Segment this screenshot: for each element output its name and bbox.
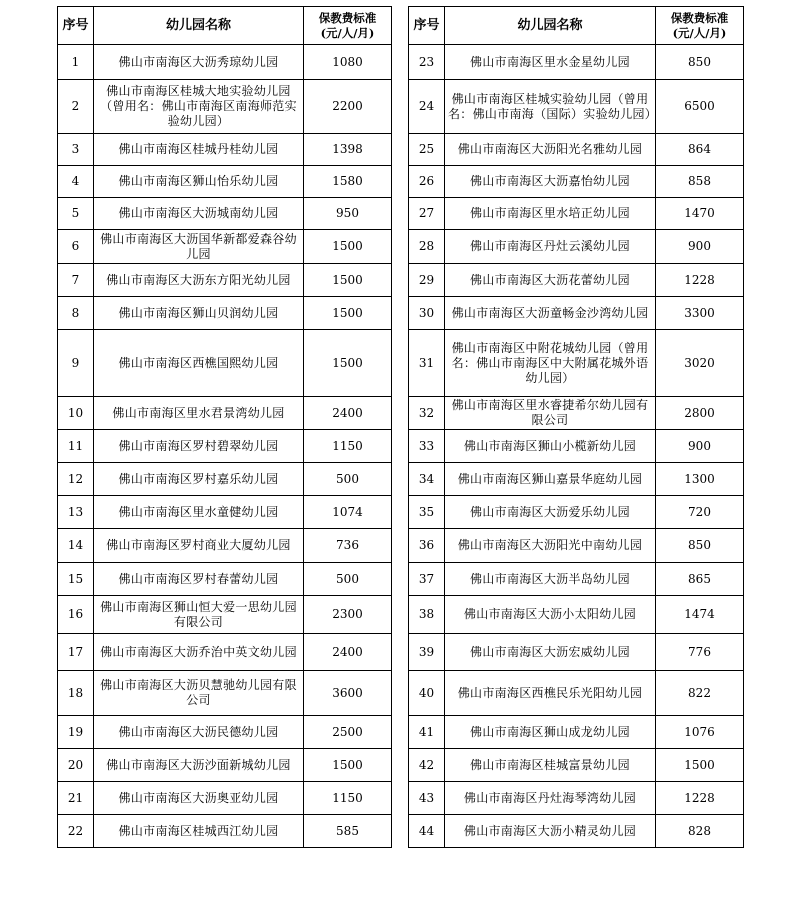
row-index: 4 [58,166,94,198]
table-row [58,80,392,134]
row-index: 34 [409,463,445,496]
row-fee: 950 [304,198,392,230]
row-fee: 1228 [656,264,744,297]
table-row [58,198,392,230]
table-row [58,529,392,563]
row-index: 43 [409,782,445,815]
row-fee: 3020 [656,330,744,397]
row-fee: 1150 [304,430,392,463]
table-row [409,782,744,815]
row-index: 8 [58,297,94,330]
table-row [409,134,744,166]
row-fee: 1300 [656,463,744,496]
row-index: 20 [58,749,94,782]
row-index: 39 [409,634,445,671]
row-fee: 822 [656,671,744,716]
row-name: 佛山市南海区大沥半岛幼儿园 [445,563,656,596]
row-fee: 900 [656,430,744,463]
row-index: 1 [58,45,94,80]
row-index: 6 [58,230,94,264]
header-index: 序号 [409,7,445,45]
row-fee: 776 [656,634,744,671]
row-name: 佛山市南海区罗村嘉乐幼儿园 [94,463,304,496]
row-index: 37 [409,563,445,596]
row-fee: 3300 [656,297,744,330]
row-name: 佛山市南海区里水睿捷希尔幼儿园有限公司 [445,397,656,430]
row-name: 佛山市南海区大沥阳光名雅幼儿园 [445,134,656,166]
row-index: 40 [409,671,445,716]
table-row [58,330,392,397]
row-name: 佛山市南海区丹灶海琴湾幼儿园 [445,782,656,815]
row-index: 5 [58,198,94,230]
row-name: 佛山市南海区大沥宏威幼儿园 [445,634,656,671]
header-fee [304,7,392,45]
row-fee: 1474 [656,596,744,634]
row-fee: 1580 [304,166,392,198]
row-name: 佛山市南海区大沥爱乐幼儿园 [445,496,656,529]
row-name: 佛山市南海区桂城大地实验幼儿园（曾用名：佛山市南海区南海师范实验幼儿园） [94,80,304,134]
header-fee-line1: 保教费标准 [670,10,729,25]
row-name: 佛山市南海区大沥奥亚幼儿园 [94,782,304,815]
header-fee-line1: 保教费标准 [318,10,377,25]
row-fee: 1074 [304,496,392,529]
row-index: 13 [58,496,94,529]
row-fee: 1398 [304,134,392,166]
table-row [409,198,744,230]
row-index: 44 [409,815,445,848]
table-row [58,463,392,496]
table-row [409,596,744,634]
row-name: 佛山市南海区狮山恒大爱一思幼儿园有限公司 [94,596,304,634]
row-name: 佛山市南海区大沥乔治中英文幼儿园 [94,634,304,671]
row-index: 17 [58,634,94,671]
row-index: 14 [58,529,94,563]
table-row [58,782,392,815]
row-name: 佛山市南海区桂城丹桂幼儿园 [94,134,304,166]
row-index: 25 [409,134,445,166]
row-index: 21 [58,782,94,815]
row-name: 佛山市南海区桂城富景幼儿园 [445,749,656,782]
table-row [409,815,744,848]
table-row [409,297,744,330]
table-row [409,716,744,749]
row-fee: 2400 [304,397,392,430]
row-fee: 850 [656,45,744,80]
row-name: 佛山市南海区大沥花蕾幼儿园 [445,264,656,297]
table-row [58,563,392,596]
row-index: 32 [409,397,445,430]
row-index: 3 [58,134,94,166]
table-row [409,45,744,80]
table-row [58,166,392,198]
row-index: 22 [58,815,94,848]
row-fee: 858 [656,166,744,198]
row-fee: 864 [656,134,744,166]
row-fee: 2800 [656,397,744,430]
row-name: 佛山市南海区罗村商业大厦幼儿园 [94,529,304,563]
row-fee: 1470 [656,198,744,230]
row-index: 11 [58,430,94,463]
row-index: 31 [409,330,445,397]
row-index: 18 [58,671,94,716]
row-index: 38 [409,596,445,634]
row-name: 佛山市南海区里水培正幼儿园 [445,198,656,230]
row-fee: 1228 [656,782,744,815]
row-fee: 828 [656,815,744,848]
row-fee: 1500 [304,330,392,397]
header-fee-line2: (元/人/月) [672,25,727,40]
row-fee: 1500 [304,297,392,330]
row-fee: 2200 [304,80,392,134]
row-name: 佛山市南海区里水童健幼儿园 [94,496,304,529]
header-fee [656,7,744,45]
row-index: 23 [409,45,445,80]
row-index: 15 [58,563,94,596]
row-fee: 865 [656,563,744,596]
row-name: 佛山市南海区中附花城幼儿园（曾用名：佛山市南海区中大附属花城外语幼儿园） [445,330,656,397]
row-index: 28 [409,230,445,264]
row-fee: 736 [304,529,392,563]
table-row [409,80,744,134]
row-index: 12 [58,463,94,496]
row-index: 2 [58,80,94,134]
row-name: 佛山市南海区罗村碧翠幼儿园 [94,430,304,463]
row-fee: 1500 [656,749,744,782]
table-row [58,264,392,297]
table-row [58,596,392,634]
table-row [409,634,744,671]
fee-table-left [57,6,392,848]
row-fee: 1500 [304,264,392,297]
row-index: 41 [409,716,445,749]
row-index: 24 [409,80,445,134]
header-name: 幼儿园名称 [94,7,304,45]
row-name: 佛山市南海区大沥秀琼幼儿园 [94,45,304,80]
table-row [58,430,392,463]
header-fee-line2: (元/人/月) [320,25,375,40]
row-name: 佛山市南海区桂城西江幼儿园 [94,815,304,848]
table-row [409,430,744,463]
row-name: 佛山市南海区丹灶云溪幼儿园 [445,230,656,264]
row-name: 佛山市南海区大沥东方阳光幼儿园 [94,264,304,297]
row-name: 佛山市南海区大沥小精灵幼儿园 [445,815,656,848]
table-body-right [409,45,744,848]
row-fee: 720 [656,496,744,529]
row-index: 42 [409,749,445,782]
table-row [58,749,392,782]
row-index: 10 [58,397,94,430]
row-fee: 1076 [656,716,744,749]
table-row [58,815,392,848]
row-index: 30 [409,297,445,330]
row-name: 佛山市南海区大沥民德幼儿园 [94,716,304,749]
row-index: 26 [409,166,445,198]
row-name: 佛山市南海区狮山怡乐幼儿园 [94,166,304,198]
table-row [58,716,392,749]
table-row [409,496,744,529]
table-row [409,230,744,264]
table-row [409,397,744,430]
row-name: 佛山市南海区狮山小榄新幼儿园 [445,430,656,463]
table-row [409,463,744,496]
table-row [58,297,392,330]
row-name: 佛山市南海区西樵国熙幼儿园 [94,330,304,397]
table-row [58,397,392,430]
row-name: 佛山市南海区狮山嘉景华庭幼儿园 [445,463,656,496]
row-index: 36 [409,529,445,563]
row-index: 33 [409,430,445,463]
table-row [58,134,392,166]
table-row [58,45,392,80]
table-row [409,749,744,782]
row-fee: 1500 [304,749,392,782]
row-name: 佛山市南海区罗村春蕾幼儿园 [94,563,304,596]
row-fee: 1150 [304,782,392,815]
table-row [58,496,392,529]
row-name: 佛山市南海区大沥沙面新城幼儿园 [94,749,304,782]
table-row [58,634,392,671]
row-name: 佛山市南海区大沥小太阳幼儿园 [445,596,656,634]
row-fee: 2500 [304,716,392,749]
header-row [409,7,744,45]
table-row [409,330,744,397]
row-index: 19 [58,716,94,749]
row-name: 佛山市南海区大沥国华新都爱森谷幼儿园 [94,230,304,264]
row-name: 佛山市南海区桂城实验幼儿园（曾用名：佛山市南海（国际）实验幼儿园） [445,80,656,134]
row-name: 佛山市南海区里水金星幼儿园 [445,45,656,80]
table-row [58,230,392,264]
row-name: 佛山市南海区里水君景湾幼儿园 [94,397,304,430]
table-row [409,264,744,297]
row-fee: 1080 [304,45,392,80]
table-row [58,671,392,716]
row-fee: 1500 [304,230,392,264]
row-name: 佛山市南海区大沥嘉怡幼儿园 [445,166,656,198]
row-fee: 500 [304,563,392,596]
row-index: 16 [58,596,94,634]
row-index: 29 [409,264,445,297]
row-name: 佛山市南海区大沥城南幼儿园 [94,198,304,230]
header-name: 幼儿园名称 [445,7,656,45]
row-index: 9 [58,330,94,397]
table-row [409,671,744,716]
table-row [409,563,744,596]
row-name: 佛山市南海区西樵民乐光阳幼儿园 [445,671,656,716]
row-index: 27 [409,198,445,230]
row-name: 佛山市南海区大沥阳光中南幼儿园 [445,529,656,563]
row-name: 佛山市南海区大沥贝慧驰幼儿园有限公司 [94,671,304,716]
row-name: 佛山市南海区大沥童畅金沙湾幼儿园 [445,297,656,330]
row-name: 佛山市南海区狮山成龙幼儿园 [445,716,656,749]
row-fee: 6500 [656,80,744,134]
row-index: 7 [58,264,94,297]
table-row [409,166,744,198]
row-fee: 2400 [304,634,392,671]
row-fee: 3600 [304,671,392,716]
row-name: 佛山市南海区狮山贝润幼儿园 [94,297,304,330]
header-index: 序号 [58,7,94,45]
row-fee: 900 [656,230,744,264]
row-fee: 2300 [304,596,392,634]
header-row [58,7,392,45]
row-fee: 850 [656,529,744,563]
table-body-left [58,45,392,848]
row-fee: 585 [304,815,392,848]
row-fee: 500 [304,463,392,496]
table-row [409,529,744,563]
row-index: 35 [409,496,445,529]
fee-table-right [408,6,744,848]
